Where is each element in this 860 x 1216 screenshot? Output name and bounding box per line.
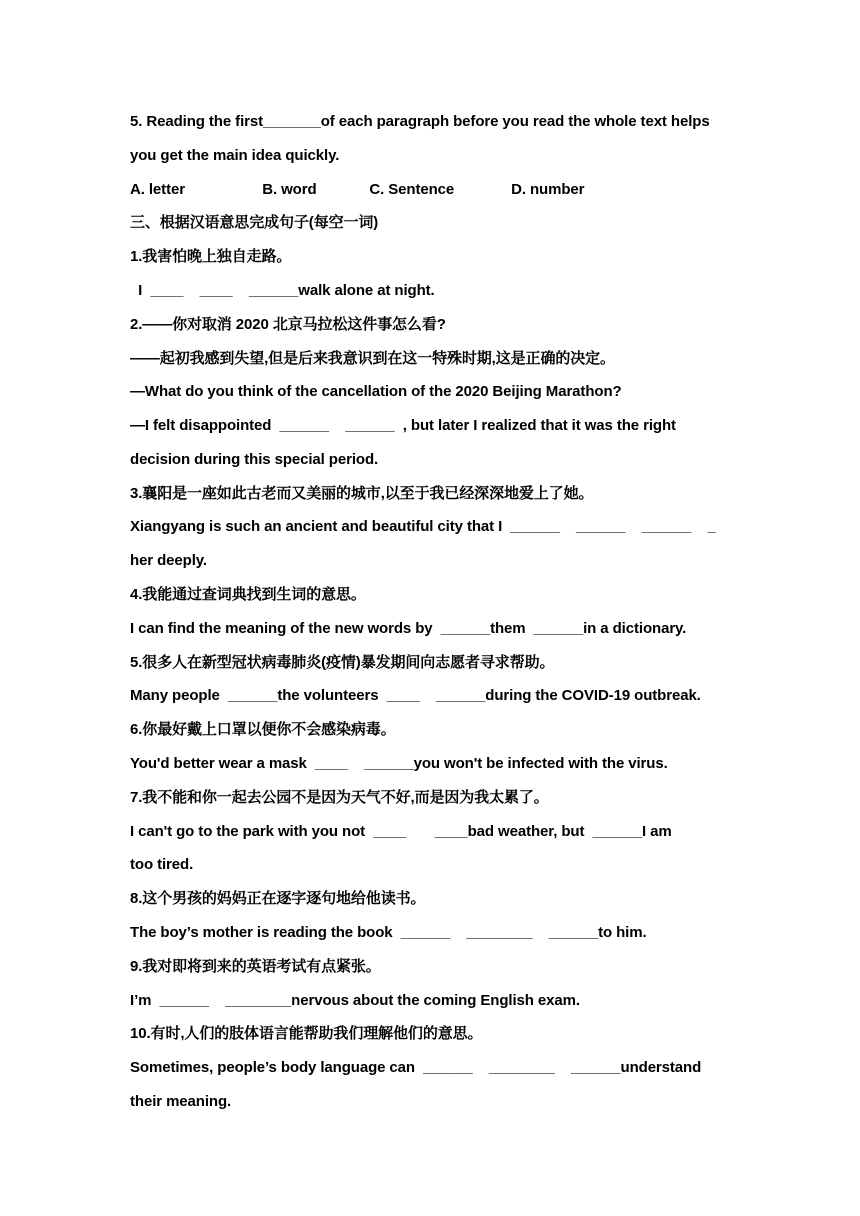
- item-2-english-line-1: —What do you think of the cancellation of the 2020 Beijing Marathon?: [130, 383, 622, 400]
- item-7-english-line-1: I can't go to the park with you not ____ ____bad weather, but ______I am: [130, 823, 672, 840]
- item-9-english: I’m ______ ________nervous about the coming English exam.: [130, 992, 580, 1009]
- item-8-chinese: 8.这个男孩的妈妈正在逐字逐句地给他读书。: [130, 890, 426, 907]
- section-3-heading: 三、根据汉语意思完成句子(每空一词): [130, 214, 379, 231]
- item-3-chinese: 3.襄阳是一座如此古老而又美丽的城市,以至于我已经深深地爱上了她。: [130, 485, 594, 502]
- item-3-english-line-2: her deeply.: [130, 552, 207, 569]
- item-7-english-line-2: too tired.: [130, 856, 194, 873]
- item-6-english: You'd better wear a mask ____ ______you won't be infected with the virus.: [130, 755, 668, 772]
- item-2-chinese-line-2: ——起初我感到失望,但是后来我意识到在这一特殊时期,这是正确的决定。: [130, 350, 615, 367]
- question-5-stem-line-2: you get the main idea quickly.: [130, 147, 340, 164]
- item-9-chinese: 9.我对即将到来的英语考试有点紧张。: [130, 958, 381, 975]
- item-10-english-line-2: their meaning.: [130, 1093, 232, 1110]
- item-2-chinese-line-1: 2.——你对取消 2020 北京马拉松这件事怎么看?: [130, 316, 446, 333]
- question-5-stem-line-1: 5. Reading the first_______of each paragraph before you read the whole text helps: [130, 113, 710, 130]
- item-10-english-line-1: Sometimes, people’s body language can ______ ________ ______understand: [130, 1059, 702, 1076]
- question-5-options: A. letter B. word C. Sentence D. number: [130, 181, 585, 198]
- item-5-english: Many people ______the volunteers ____ ______during the COVID-19 outbreak.: [130, 687, 701, 704]
- item-10-chinese: 10.有时,人们的肢体语言能帮助我们理解他们的意思。: [130, 1025, 483, 1042]
- item-7-chinese: 7.我不能和你一起去公园不是因为天气不好,而是因为我太累了。: [130, 789, 549, 806]
- item-1-chinese: 1.我害怕晚上独自走路。: [130, 248, 292, 265]
- item-2-english-line-3: decision during this special period.: [130, 451, 379, 468]
- item-8-english: The boy’s mother is reading the book ______ ________ ______to him.: [130, 924, 647, 941]
- item-3-english-line-1: Xiangyang is such an ancient and beautiful city that I ______ ______ ______ _: [130, 518, 716, 535]
- item-1-english: I ____ ____ ______walk alone at night.: [130, 282, 435, 299]
- item-5-chinese: 5.很多人在新型冠状病毒肺炎(疫情)暴发期间向志愿者寻求帮助。: [130, 654, 555, 671]
- item-6-chinese: 6.你最好戴上口罩以便你不会感染病毒。: [130, 721, 396, 738]
- item-2-english-line-2: —I felt disappointed ______ ______ , but later I realized that it was the right: [130, 417, 676, 434]
- item-4-english: I can find the meaning of the new words by ______them ______in a dictionary.: [130, 620, 687, 637]
- item-4-chinese: 4.我能通过查词典找到生词的意思。: [130, 586, 366, 603]
